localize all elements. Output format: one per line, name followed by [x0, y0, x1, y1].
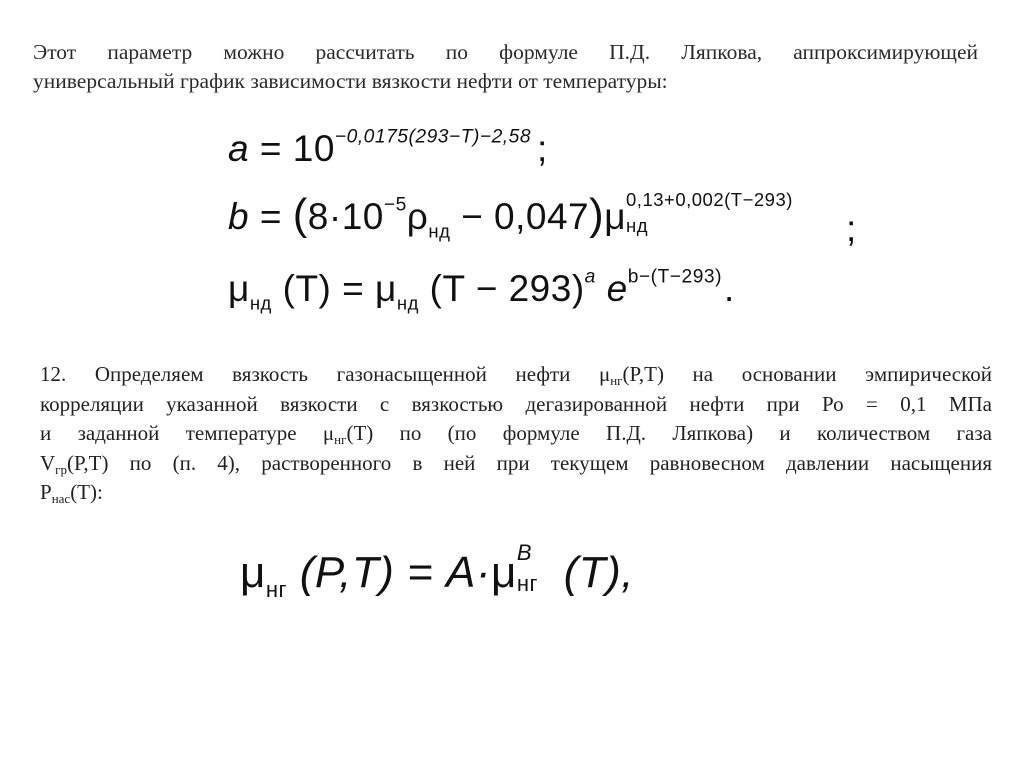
step-12-l1-b: (P,T) на основании эмпирической: [622, 362, 992, 386]
formula-mu-nd: [228, 266, 735, 314]
formula-d-mu-sub: нг: [265, 576, 288, 602]
step-12-l5-b: (T):: [70, 480, 103, 504]
formula-d-mu2: μ: [491, 548, 517, 597]
formula-c-mu-sub: нд: [249, 292, 272, 314]
formula-d-mu: μ: [240, 548, 266, 597]
formula-b-mu-sub: нд: [626, 215, 649, 237]
intro-paragraph: [33, 38, 978, 96]
formula-b-rho-sub: нд: [428, 220, 451, 242]
formula-c-exp-a: a: [584, 266, 596, 288]
step-12-l1-sub: нг: [610, 373, 623, 388]
formula-c-exp-e: b−(T−293): [627, 266, 723, 288]
formula-b-exp1: −5: [383, 194, 407, 216]
formula-d-arg: (P,T) = A·: [287, 548, 491, 597]
formula-d-mu2-sup: B: [516, 539, 533, 565]
step-12-line-5: [40, 478, 992, 508]
formula-c-arg: (T) =: [271, 268, 376, 309]
step-12-l3-sub: нг: [334, 432, 347, 447]
intro-line-1: Этот параметр можно рассчитать по формуле П.Д. Ляпкова, аппроксимирующей: [33, 40, 978, 64]
formula-d-mu2-sub: нг: [516, 570, 539, 596]
formula-b-open-paren: (: [292, 190, 308, 239]
formula-c-arg2: (T − 293): [418, 268, 585, 309]
formula-a-exponent: −0,0175(293−T)−2,58: [334, 126, 532, 148]
formula-b-mu-scripts: [626, 189, 846, 238]
formula-a-eq: = 10: [249, 128, 335, 169]
formula-d-mu2-scripts: [516, 539, 551, 597]
formula-c-mu: μ: [228, 268, 250, 309]
formula-c-period: .: [724, 268, 735, 309]
formula-b-rho: ρ: [406, 196, 429, 237]
formula-b-body2: − 0,047: [450, 196, 590, 237]
formula-a-semicolon: ;: [537, 128, 548, 169]
formula-mu-ng: [240, 539, 634, 602]
formula-c-mu2: μ: [375, 268, 397, 309]
step-12-l4-sub: гр: [55, 461, 68, 477]
formula-c-e: e: [595, 268, 628, 309]
step-12-line-4: [40, 449, 992, 479]
formula-b-close-paren: ): [589, 190, 605, 239]
formula-b-lhs: b: [228, 196, 250, 237]
intro-line-2: универсальный график зависимости вязкости нефти от температуры:: [33, 69, 668, 93]
formula-d-arg2: (T),: [550, 548, 634, 597]
step-12-l5-a: P: [40, 480, 52, 504]
formula-a: [228, 128, 548, 170]
step-12-l1-a: 12. Определяем вязкость газонасыщенной нефти μ: [40, 362, 611, 386]
step-12-l3-b: (T) по (по формуле П.Д. Ляпкова) и количеством газа: [346, 421, 992, 445]
step-12-line-1: [40, 360, 992, 390]
formula-b-mu-exp: 0,13+0,002(T−293): [626, 189, 793, 211]
formula-a-lhs: a: [228, 128, 250, 169]
step-12-line-3: [40, 419, 992, 449]
step-12-l5-sub: нас: [51, 491, 71, 506]
formula-b: [228, 189, 857, 249]
formula-b-mu: μ: [604, 196, 627, 237]
formula-b-eq: =: [249, 196, 293, 237]
formula-b-semicolon: ;: [846, 208, 857, 249]
step-12-line-2: корреляции указанной вязкости с вязкостью дегазированной нефти при Ро = 0,1 МПа: [40, 391, 992, 416]
formula-c-mu2-sub: нд: [396, 292, 419, 314]
step-12-paragraph: [40, 360, 992, 508]
formula-b-body1: 8·10: [307, 196, 384, 237]
step-12-l4-b: (P,T) по (п. 4), растворенного в ней при текущем равновесном давлении насыщения: [67, 450, 992, 475]
step-12-l3-a: и заданной температуре μ: [40, 421, 335, 445]
step-12-l4-a: V: [40, 450, 56, 475]
